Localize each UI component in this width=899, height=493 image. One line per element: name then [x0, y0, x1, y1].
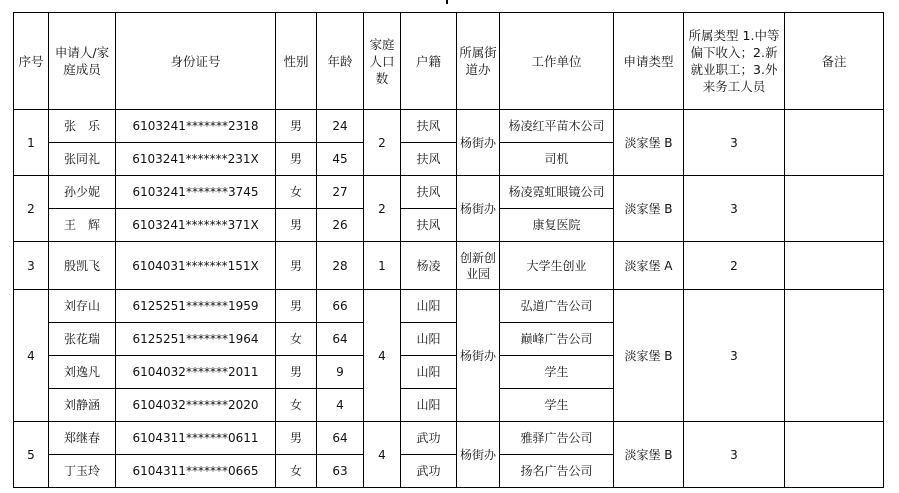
cell-workplace: 学生 — [500, 356, 614, 389]
cell-age: 24 — [317, 110, 364, 143]
cell-subdistrict: 杨街办 — [457, 176, 500, 242]
cell-name: 郑继春 — [49, 422, 116, 455]
cell-apply-type: 淡家堡 B — [614, 290, 684, 422]
cell-household-size: 1 — [364, 242, 401, 290]
cell-workplace: 弘道广告公司 — [500, 290, 614, 323]
col-header-hukou: 户籍 — [401, 13, 457, 110]
page-top-edge — [0, 0, 899, 6]
cell-hukou: 山阳 — [401, 389, 457, 422]
cell-name: 刘存山 — [49, 290, 116, 323]
cell-id: 6125251*******1964 — [116, 323, 276, 356]
cell-apply-type: 淡家堡 B — [614, 422, 684, 488]
cell-age: 28 — [317, 242, 364, 290]
cell-household-size: 4 — [364, 290, 401, 422]
cell-category: 3 — [684, 176, 785, 242]
cell-remark — [785, 110, 884, 176]
cell-age: 9 — [317, 356, 364, 389]
cell-hukou: 扶风 — [401, 110, 457, 143]
cell-category: 2 — [684, 242, 785, 290]
cell-gender: 男 — [276, 356, 317, 389]
col-header-gender: 性别 — [276, 13, 317, 110]
cursor-mark — [446, 0, 448, 4]
cell-age: 63 — [317, 455, 364, 488]
cell-apply-type: 淡家堡 B — [614, 110, 684, 176]
cell-category: 3 — [684, 290, 785, 422]
cell-seq: 4 — [14, 290, 49, 422]
cell-id: 6104311*******0665 — [116, 455, 276, 488]
cell-category: 3 — [684, 110, 785, 176]
cell-workplace: 杨凌红平苗木公司 — [500, 110, 614, 143]
table-row — [14, 110, 884, 143]
cell-subdistrict: 创新创业园 — [457, 242, 500, 290]
cell-hukou: 扶风 — [401, 143, 457, 176]
cell-gender: 女 — [276, 176, 317, 209]
cell-hukou: 扶风 — [401, 209, 457, 242]
cell-gender: 男 — [276, 242, 317, 290]
cell-workplace: 康复医院 — [500, 209, 614, 242]
cell-gender: 男 — [276, 422, 317, 455]
cell-hukou: 杨凌 — [401, 242, 457, 290]
cell-workplace: 巅峰广告公司 — [500, 323, 614, 356]
cell-age: 64 — [317, 323, 364, 356]
cell-category: 3 — [684, 422, 785, 488]
cell-subdistrict: 杨街办 — [457, 110, 500, 176]
cell-age: 66 — [317, 290, 364, 323]
cell-seq: 1 — [14, 110, 49, 176]
col-header-category: 所属类型 1.中等偏下收入；2.新就业职工；3.外来务工人员 — [684, 13, 785, 110]
cell-id: 6104311*******0611 — [116, 422, 276, 455]
col-header-household-size: 家庭人口数 — [364, 13, 401, 110]
cell-name: 丁玉玲 — [49, 455, 116, 488]
table-header-row — [14, 13, 884, 110]
cell-id: 6104032*******2020 — [116, 389, 276, 422]
col-header-age: 年龄 — [317, 13, 364, 110]
cell-remark — [785, 422, 884, 488]
cell-remark — [785, 242, 884, 290]
cell-hukou: 山阳 — [401, 323, 457, 356]
cell-gender: 男 — [276, 143, 317, 176]
col-header-remark: 备注 — [785, 13, 884, 110]
cell-age: 26 — [317, 209, 364, 242]
cell-workplace: 学生 — [500, 389, 614, 422]
cell-hukou: 山阳 — [401, 290, 457, 323]
cell-subdistrict: 杨街办 — [457, 422, 500, 488]
cell-name: 王 辉 — [49, 209, 116, 242]
cell-id: 6103241*******2318 — [116, 110, 276, 143]
col-header-seq: 序号 — [14, 13, 49, 110]
cell-workplace: 杨凌霓虹眼镜公司 — [500, 176, 614, 209]
cell-workplace: 大学生创业 — [500, 242, 614, 290]
cell-gender: 男 — [276, 110, 317, 143]
cell-name: 张花瑞 — [49, 323, 116, 356]
cell-workplace: 雅驿广告公司 — [500, 422, 614, 455]
cell-name: 孙少妮 — [49, 176, 116, 209]
table-row — [14, 422, 884, 455]
cell-id: 6104031*******151X — [116, 242, 276, 290]
cell-age: 27 — [317, 176, 364, 209]
col-header-apply-type: 申请类型 — [614, 13, 684, 110]
applicant-table — [13, 12, 884, 488]
cell-name: 张同礼 — [49, 143, 116, 176]
cell-hukou: 武功 — [401, 422, 457, 455]
cell-subdistrict: 杨街办 — [457, 290, 500, 422]
cell-hukou: 武功 — [401, 455, 457, 488]
cell-seq: 3 — [14, 242, 49, 290]
cell-age: 45 — [317, 143, 364, 176]
col-header-workplace: 工作单位 — [500, 13, 614, 110]
cell-household-size: 2 — [364, 176, 401, 242]
col-header-id-number: 身份证号 — [116, 13, 276, 110]
cell-seq: 2 — [14, 176, 49, 242]
cell-workplace: 司机 — [500, 143, 614, 176]
cell-age: 4 — [317, 389, 364, 422]
table-row — [14, 290, 884, 323]
cell-hukou: 扶风 — [401, 176, 457, 209]
cell-id: 6103241*******371X — [116, 209, 276, 242]
cell-name: 刘逸凡 — [49, 356, 116, 389]
cell-gender: 女 — [276, 455, 317, 488]
cell-hukou: 山阳 — [401, 356, 457, 389]
col-header-applicant: 申请人/家庭成员 — [49, 13, 116, 110]
cell-name: 殷凯飞 — [49, 242, 116, 290]
cell-name: 张 乐 — [49, 110, 116, 143]
cell-workplace: 扬名广告公司 — [500, 455, 614, 488]
cell-id: 6125251*******1959 — [116, 290, 276, 323]
cell-seq: 5 — [14, 422, 49, 488]
cell-id: 6103241*******3745 — [116, 176, 276, 209]
cell-gender: 男 — [276, 209, 317, 242]
cell-remark — [785, 290, 884, 422]
cell-gender: 女 — [276, 323, 317, 356]
cell-gender: 女 — [276, 389, 317, 422]
cell-apply-type: 淡家堡 A — [614, 242, 684, 290]
cell-age: 64 — [317, 422, 364, 455]
cell-name: 刘静涵 — [49, 389, 116, 422]
cell-household-size: 2 — [364, 110, 401, 176]
cell-id: 6103241*******231X — [116, 143, 276, 176]
cell-gender: 男 — [276, 290, 317, 323]
col-header-subdistrict: 所属街道办 — [457, 13, 500, 110]
table-row — [14, 176, 884, 209]
cell-household-size: 4 — [364, 422, 401, 488]
cell-apply-type: 淡家堡 B — [614, 176, 684, 242]
cell-id: 6104032*******2011 — [116, 356, 276, 389]
table-row — [14, 242, 884, 290]
cell-remark — [785, 176, 884, 242]
